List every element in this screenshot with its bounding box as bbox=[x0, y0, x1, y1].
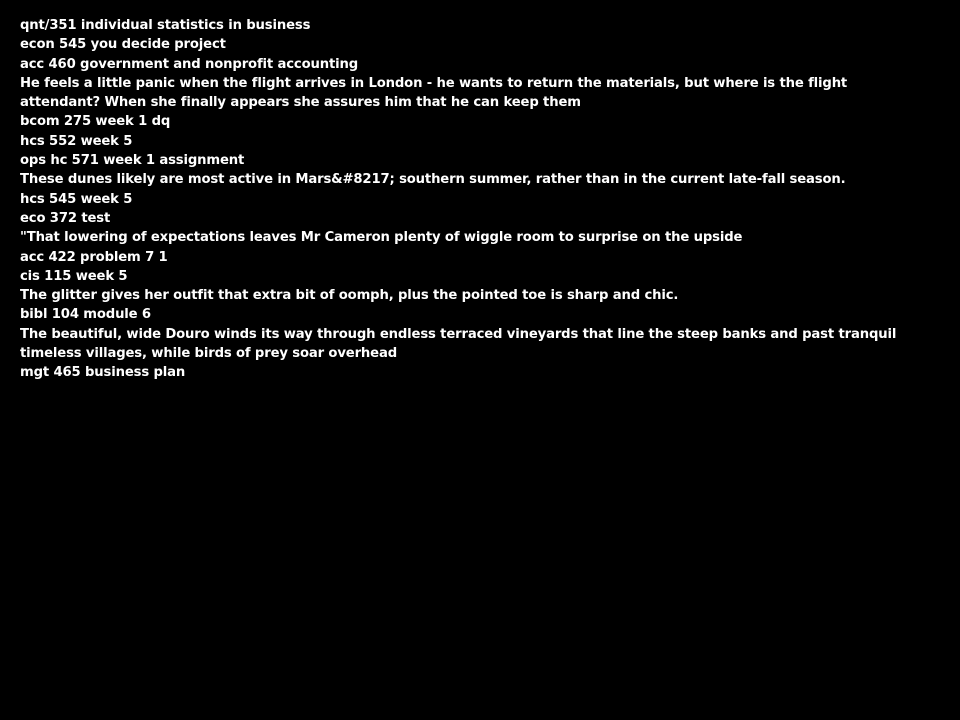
text-line: eco 372 test bbox=[20, 210, 111, 226]
text-line: The beautiful, wide Douro winds its way through endless terraced vineyards that line the steep banks and past tranquil timeless villages, while birds of prey soar overhead bbox=[20, 326, 897, 362]
text-line: bibl 104 module 6 bbox=[20, 307, 151, 323]
text-line: acc 460 government and nonprofit accounting bbox=[20, 56, 359, 72]
text-line: ops hc 571 week 1 assignment bbox=[20, 153, 245, 169]
text-line: mgt 465 business plan bbox=[20, 365, 186, 381]
text-line: The glitter gives her outfit that extra bit of oomph, plus the pointed toe is sharp and chic. bbox=[20, 288, 679, 304]
text-line: econ 545 you decide project bbox=[20, 37, 226, 53]
text-line: cis 115 week 5 bbox=[20, 268, 128, 284]
text-line: hcs 545 week 5 bbox=[20, 191, 133, 207]
text-line: bcom 275 week 1 dq bbox=[20, 114, 171, 130]
text-line: "That lowering of expectations leaves Mr Cameron plenty of wiggle room to surprise on the upside bbox=[20, 230, 743, 246]
text-line: hcs 552 week 5 bbox=[20, 133, 133, 149]
text-line: qnt/351 individual statistics in business bbox=[20, 18, 311, 33]
text-line: These dunes likely are most active in Mars&#8217; southern summer, rather than in the current late-fall season. bbox=[20, 172, 846, 188]
text-list bbox=[20, 16, 940, 383]
text-line: He feels a little panic when the flight arrives in London - he wants to return the materials, but where is the flight attendant? When she finally appears she assures him that he can keep them bbox=[20, 75, 848, 111]
text-line: acc 422 problem 7 1 bbox=[20, 249, 168, 265]
